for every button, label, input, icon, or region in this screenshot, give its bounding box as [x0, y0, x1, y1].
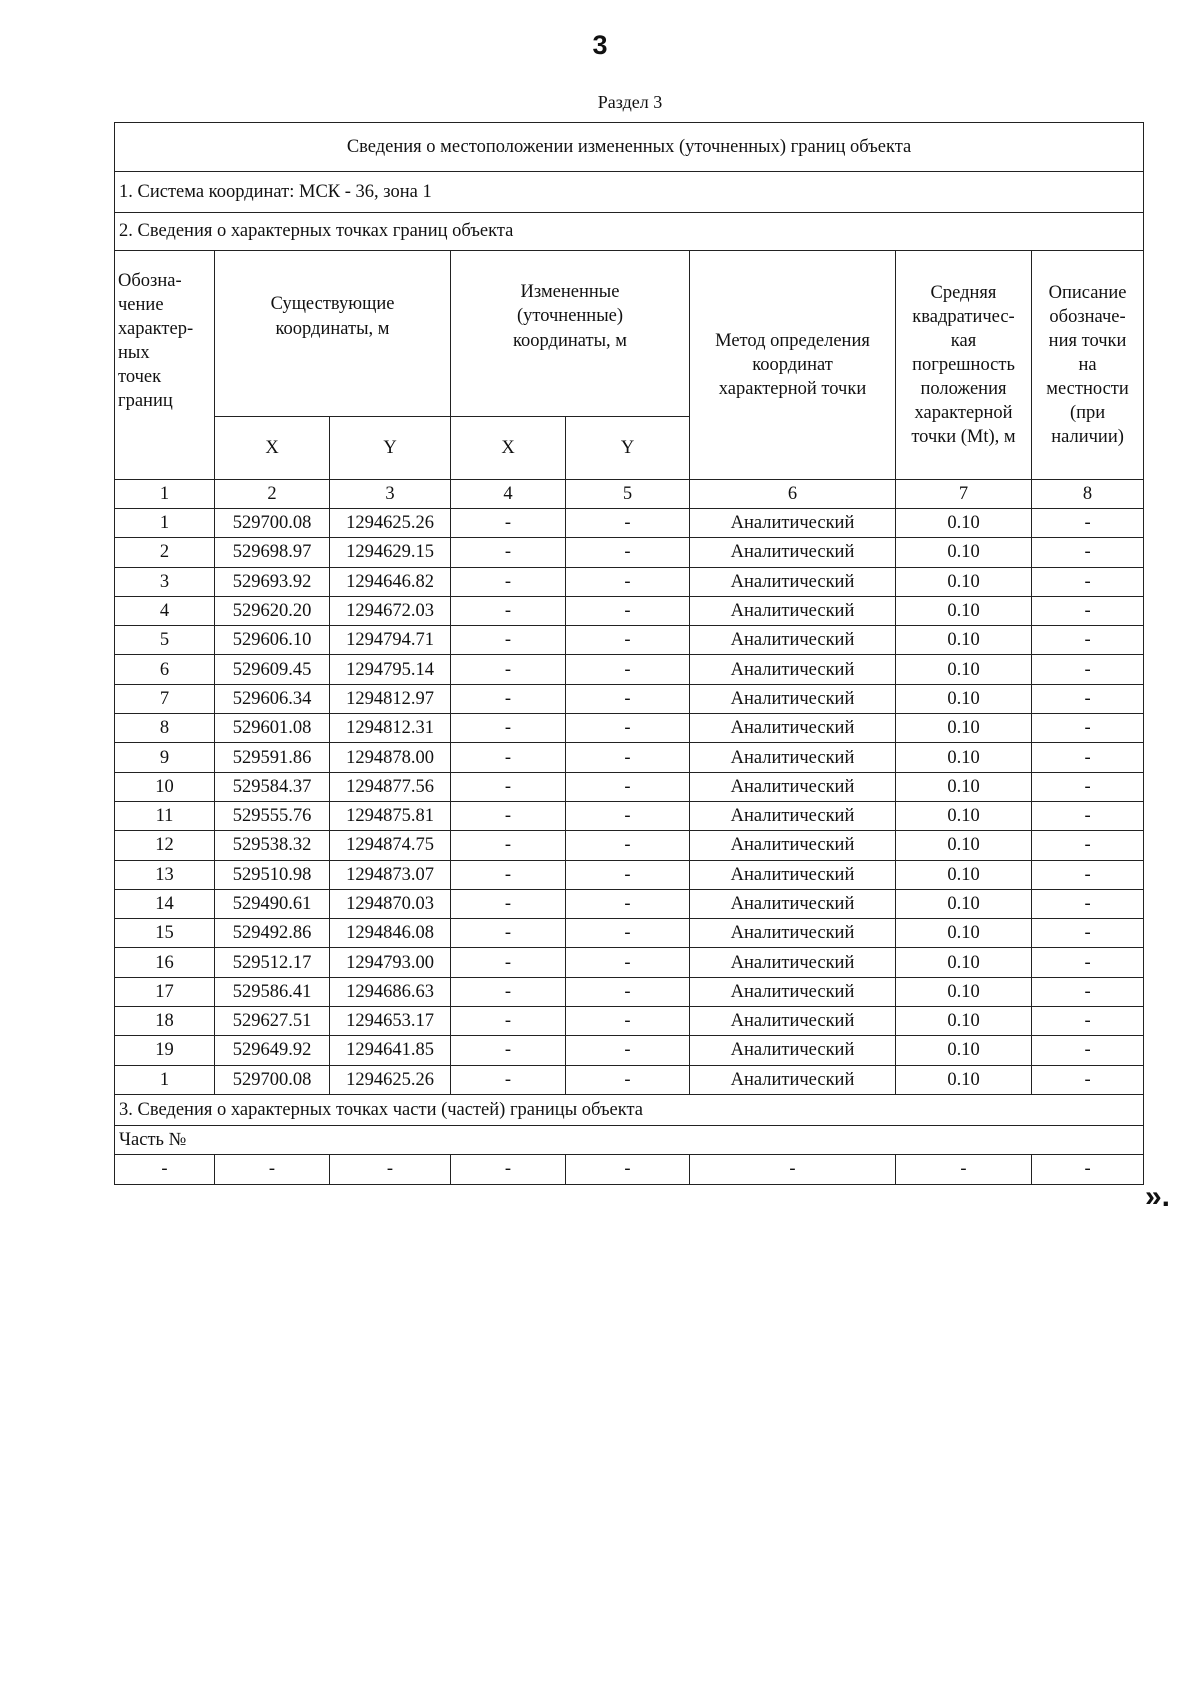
changed-y-cell: -: [566, 743, 690, 772]
error-mt-cell: 0.10: [896, 1065, 1032, 1094]
description-cell: -: [1032, 1065, 1144, 1094]
method-cell: Аналитический: [690, 626, 896, 655]
point-id-cell: 14: [115, 889, 215, 918]
method-cell: Аналитический: [690, 1065, 896, 1094]
description-cell: -: [1032, 948, 1144, 977]
changed-y-cell: -: [566, 714, 690, 743]
description-cell: -: [1032, 714, 1144, 743]
point-id-cell: 1: [115, 509, 215, 538]
changed-x-cell: -: [451, 1065, 566, 1094]
part-cell: -: [451, 1154, 566, 1184]
table-row: [115, 714, 1144, 743]
changed-y-cell: -: [566, 919, 690, 948]
column-number: 1: [115, 480, 215, 509]
point-id-cell: 12: [115, 831, 215, 860]
point-id-cell: 7: [115, 684, 215, 713]
error-mt-cell: 0.10: [896, 889, 1032, 918]
existing-y-cell: 1294812.31: [330, 714, 451, 743]
description-cell: -: [1032, 860, 1144, 889]
description-cell: -: [1032, 596, 1144, 625]
part-cell: -: [566, 1154, 690, 1184]
changed-y-cell: -: [566, 772, 690, 801]
changed-y-cell: -: [566, 977, 690, 1006]
existing-y-cell: 1294795.14: [330, 655, 451, 684]
error-mt-cell: 0.10: [896, 1036, 1032, 1065]
table-row: [115, 655, 1144, 684]
existing-y-cell: 1294641.85: [330, 1036, 451, 1065]
point-id-cell: 8: [115, 714, 215, 743]
existing-x-cell: 529620.20: [215, 596, 330, 625]
point-id-cell: 18: [115, 1007, 215, 1036]
existing-y-cell: 1294686.63: [330, 977, 451, 1006]
method-cell: Аналитический: [690, 684, 896, 713]
error-mt-cell: 0.10: [896, 684, 1032, 713]
boundary-points-table: [114, 122, 1144, 1185]
table-row: [115, 919, 1144, 948]
changed-y-cell: -: [566, 1065, 690, 1094]
existing-x-cell: 529627.51: [215, 1007, 330, 1036]
point-id-cell: 13: [115, 860, 215, 889]
table-row: [115, 948, 1144, 977]
point-id-cell: 4: [115, 596, 215, 625]
method-cell: Аналитический: [690, 831, 896, 860]
error-mt-cell: 0.10: [896, 772, 1032, 801]
existing-y-cell: 1294629.15: [330, 538, 451, 567]
changed-x-cell: -: [451, 977, 566, 1006]
existing-x-cell: 529490.61: [215, 889, 330, 918]
column-number: 3: [330, 480, 451, 509]
description-cell: -: [1032, 1007, 1144, 1036]
point-id-cell: 16: [115, 948, 215, 977]
table-row: [115, 509, 1144, 538]
existing-x-cell: 529700.08: [215, 1065, 330, 1094]
error-mt-cell: 0.10: [896, 860, 1032, 889]
method-cell: Аналитический: [690, 567, 896, 596]
header-error: Средняя квадратичес- кая погрешность положения характерной точки (Mt), м: [896, 251, 1032, 480]
changed-y-cell: -: [566, 626, 690, 655]
error-mt-cell: 0.10: [896, 655, 1032, 684]
description-cell: -: [1032, 743, 1144, 772]
table-row: [115, 1036, 1144, 1065]
column-number: 5: [566, 480, 690, 509]
existing-y-cell: 1294812.97: [330, 684, 451, 713]
error-mt-cell: 0.10: [896, 919, 1032, 948]
part-cell: -: [215, 1154, 330, 1184]
error-mt-cell: 0.10: [896, 596, 1032, 625]
table-row: [115, 538, 1144, 567]
error-mt-cell: 0.10: [896, 831, 1032, 860]
existing-x-cell: 529591.86: [215, 743, 330, 772]
column-number: 4: [451, 480, 566, 509]
point-id-cell: 9: [115, 743, 215, 772]
existing-y-cell: 1294646.82: [330, 567, 451, 596]
existing-x-cell: 529601.08: [215, 714, 330, 743]
part-cell: -: [896, 1154, 1032, 1184]
changed-x-cell: -: [451, 684, 566, 713]
table-row: [115, 684, 1144, 713]
method-cell: Аналитический: [690, 596, 896, 625]
header-description: Описание обозначе- ния точки на местности (при наличии): [1032, 251, 1144, 480]
changed-x-cell: -: [451, 743, 566, 772]
data-rows: [115, 509, 1144, 1095]
error-mt-cell: 0.10: [896, 509, 1032, 538]
table-row: [115, 801, 1144, 830]
table-row: [115, 1007, 1144, 1036]
changed-y-cell: -: [566, 889, 690, 918]
error-mt-cell: 0.10: [896, 567, 1032, 596]
existing-x-cell: 529693.92: [215, 567, 330, 596]
point-id-cell: 1: [115, 1065, 215, 1094]
changed-x-cell: -: [451, 1007, 566, 1036]
method-cell: Аналитический: [690, 860, 896, 889]
method-cell: Аналитический: [690, 977, 896, 1006]
existing-x-cell: 529584.37: [215, 772, 330, 801]
part-cell: -: [115, 1154, 215, 1184]
parts-heading: 3. Сведения о характерных точках части (частей) границы объекта: [115, 1094, 1144, 1125]
existing-y-cell: 1294870.03: [330, 889, 451, 918]
existing-x-cell: 529586.41: [215, 977, 330, 1006]
header-method: Метод определения координат характерной точки: [690, 251, 896, 480]
column-number: 6: [690, 480, 896, 509]
changed-x-cell: -: [451, 831, 566, 860]
table-row: [115, 860, 1144, 889]
changed-x-cell: -: [451, 714, 566, 743]
point-id-cell: 11: [115, 801, 215, 830]
changed-y-cell: -: [566, 1036, 690, 1065]
table-row: [115, 977, 1144, 1006]
changed-x-cell: -: [451, 948, 566, 977]
changed-x-cell: -: [451, 596, 566, 625]
existing-x-cell: 529609.45: [215, 655, 330, 684]
part-row: [115, 1154, 1144, 1184]
table-title: Сведения о местоположении измененных (уточненных) границ объекта: [115, 123, 1144, 172]
method-cell: Аналитический: [690, 743, 896, 772]
existing-x-cell: 529492.86: [215, 919, 330, 948]
changed-y-cell: -: [566, 1007, 690, 1036]
header-existing-coords: Существующие координаты, м: [215, 251, 451, 417]
existing-y-cell: 1294874.75: [330, 831, 451, 860]
description-cell: -: [1032, 831, 1144, 860]
error-mt-cell: 0.10: [896, 626, 1032, 655]
table-row: [115, 831, 1144, 860]
method-cell: Аналитический: [690, 509, 896, 538]
part-label: Часть №: [115, 1125, 1144, 1154]
error-mt-cell: 0.10: [896, 538, 1032, 567]
description-cell: -: [1032, 538, 1144, 567]
changed-y-cell: -: [566, 596, 690, 625]
method-cell: Аналитический: [690, 538, 896, 567]
description-cell: -: [1032, 509, 1144, 538]
method-cell: Аналитический: [690, 1007, 896, 1036]
changed-y-cell: -: [566, 948, 690, 977]
point-id-cell: 15: [115, 919, 215, 948]
description-cell: -: [1032, 977, 1144, 1006]
existing-y-cell: 1294846.08: [330, 919, 451, 948]
existing-x-cell: 529700.08: [215, 509, 330, 538]
description-cell: -: [1032, 919, 1144, 948]
point-id-cell: 6: [115, 655, 215, 684]
changed-y-cell: -: [566, 567, 690, 596]
changed-y-cell: -: [566, 860, 690, 889]
header-changed-y: Y: [566, 417, 690, 480]
error-mt-cell: 0.10: [896, 714, 1032, 743]
description-cell: -: [1032, 1036, 1144, 1065]
part-cell: -: [330, 1154, 451, 1184]
point-id-cell: 3: [115, 567, 215, 596]
method-cell: Аналитический: [690, 655, 896, 684]
existing-x-cell: 529698.97: [215, 538, 330, 567]
changed-x-cell: -: [451, 655, 566, 684]
changed-y-cell: -: [566, 538, 690, 567]
part-cell: -: [690, 1154, 896, 1184]
method-cell: Аналитический: [690, 772, 896, 801]
description-cell: -: [1032, 684, 1144, 713]
points-heading: 2. Сведения о характерных точках границ объекта: [115, 213, 1144, 251]
part-cell: -: [1032, 1154, 1144, 1184]
existing-x-cell: 529510.98: [215, 860, 330, 889]
existing-x-cell: 529606.34: [215, 684, 330, 713]
method-cell: Аналитический: [690, 919, 896, 948]
changed-x-cell: -: [451, 919, 566, 948]
column-numbers-row: [115, 480, 1144, 509]
error-mt-cell: 0.10: [896, 1007, 1032, 1036]
page-number: 3: [592, 30, 608, 60]
existing-y-cell: 1294625.26: [330, 509, 451, 538]
existing-x-cell: 529538.32: [215, 831, 330, 860]
section-label: Раздел 3: [597, 92, 663, 112]
existing-y-cell: 1294873.07: [330, 860, 451, 889]
description-cell: -: [1032, 889, 1144, 918]
table-row: [115, 772, 1144, 801]
existing-y-cell: 1294794.71: [330, 626, 451, 655]
existing-x-cell: 529649.92: [215, 1036, 330, 1065]
header-existing-y: Y: [330, 417, 451, 480]
table-row: [115, 889, 1144, 918]
changed-x-cell: -: [451, 509, 566, 538]
changed-y-cell: -: [566, 684, 690, 713]
changed-x-cell: -: [451, 538, 566, 567]
changed-x-cell: -: [451, 801, 566, 830]
table-row: [115, 567, 1144, 596]
changed-y-cell: -: [566, 801, 690, 830]
changed-y-cell: -: [566, 831, 690, 860]
point-id-cell: 5: [115, 626, 215, 655]
existing-y-cell: 1294793.00: [330, 948, 451, 977]
column-number: 2: [215, 480, 330, 509]
existing-y-cell: 1294878.00: [330, 743, 451, 772]
table-row: [115, 596, 1144, 625]
point-id-cell: 2: [115, 538, 215, 567]
table-row: [115, 743, 1144, 772]
point-id-cell: 17: [115, 977, 215, 1006]
changed-x-cell: -: [451, 626, 566, 655]
header-changed-x: X: [451, 417, 566, 480]
header-designation: Обозна- чение характер- ных точек границ: [115, 251, 215, 480]
existing-y-cell: 1294625.26: [330, 1065, 451, 1094]
method-cell: Аналитический: [690, 948, 896, 977]
existing-x-cell: 529555.76: [215, 801, 330, 830]
changed-x-cell: -: [451, 1036, 566, 1065]
method-cell: Аналитический: [690, 801, 896, 830]
description-cell: -: [1032, 655, 1144, 684]
point-id-cell: 10: [115, 772, 215, 801]
error-mt-cell: 0.10: [896, 948, 1032, 977]
point-id-cell: 19: [115, 1036, 215, 1065]
existing-y-cell: 1294653.17: [330, 1007, 451, 1036]
existing-y-cell: 1294875.81: [330, 801, 451, 830]
table-row: [115, 626, 1144, 655]
description-cell: -: [1032, 801, 1144, 830]
method-cell: Аналитический: [690, 1036, 896, 1065]
changed-x-cell: -: [451, 567, 566, 596]
changed-x-cell: -: [451, 889, 566, 918]
description-cell: -: [1032, 626, 1144, 655]
method-cell: Аналитический: [690, 714, 896, 743]
description-cell: -: [1032, 772, 1144, 801]
existing-x-cell: 529512.17: [215, 948, 330, 977]
description-cell: -: [1032, 567, 1144, 596]
existing-y-cell: 1294877.56: [330, 772, 451, 801]
table-row: [115, 1065, 1144, 1094]
column-number: 7: [896, 480, 1032, 509]
existing-y-cell: 1294672.03: [330, 596, 451, 625]
closing-quote-mark: ».: [1145, 1180, 1171, 1213]
changed-y-cell: -: [566, 509, 690, 538]
coord-system: 1. Система координат: МСК - 36, зона 1: [115, 172, 1144, 213]
changed-x-cell: -: [451, 772, 566, 801]
header-changed-coords: Измененные (уточненные) координаты, м: [451, 251, 690, 417]
error-mt-cell: 0.10: [896, 743, 1032, 772]
error-mt-cell: 0.10: [896, 801, 1032, 830]
error-mt-cell: 0.10: [896, 977, 1032, 1006]
changed-y-cell: -: [566, 655, 690, 684]
column-number: 8: [1032, 480, 1144, 509]
method-cell: Аналитический: [690, 889, 896, 918]
existing-x-cell: 529606.10: [215, 626, 330, 655]
header-existing-x: X: [215, 417, 330, 480]
changed-x-cell: -: [451, 860, 566, 889]
